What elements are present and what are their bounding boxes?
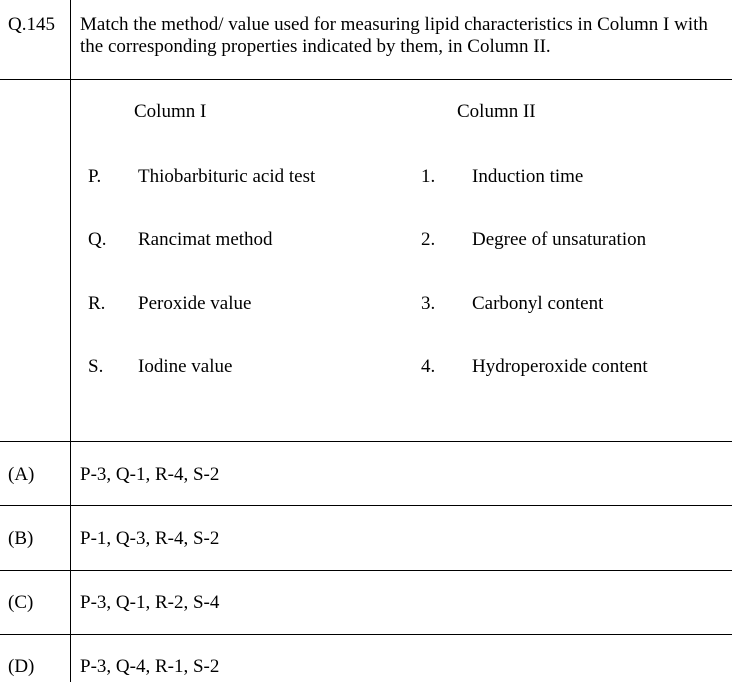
row-divider-question [0, 79, 732, 80]
row-divider-option-c [0, 634, 732, 635]
column-2-header: Column II [457, 101, 536, 122]
column-1-header: Column I [134, 101, 207, 122]
option-c-label: (C) [8, 592, 34, 613]
option-c-text[interactable]: P-3, Q-1, R-2, S-4 [80, 592, 220, 613]
option-b-text[interactable]: P-1, Q-3, R-4, S-2 [80, 528, 220, 549]
column-2-key-4: 4. [421, 356, 436, 377]
row-divider-matching [0, 441, 732, 442]
column-1-item-s: Iodine value [138, 356, 233, 377]
question-text [80, 14, 732, 58]
column-2-key-3: 3. [421, 293, 436, 314]
column-1-key-s: S. [88, 356, 104, 377]
column-1-item-p: Thiobarbituric acid test [138, 166, 316, 187]
column-divider [70, 0, 71, 682]
question-text-line-1: Match the method/ value used for measuring lipid characteristics in Column I with [80, 14, 708, 35]
column-1-item-q: Rancimat method [138, 229, 273, 250]
column-2-item-3: Carbonyl content [472, 293, 604, 314]
column-2-key-1: 1. [421, 166, 436, 187]
column-2-key-2: 2. [421, 229, 436, 250]
column-2-item-2: Degree of unsaturation [472, 229, 647, 250]
column-1-key-p: P. [88, 166, 102, 187]
column-1-key-q: Q. [88, 229, 107, 250]
column-1-key-r: R. [88, 293, 106, 314]
column-2-item-1: Induction time [472, 166, 584, 187]
option-d-text[interactable]: P-3, Q-4, R-1, S-2 [80, 656, 220, 677]
row-divider-option-a [0, 505, 732, 506]
question-number: Q.145 [8, 14, 55, 35]
question-text-line-2: the corresponding properties indicated by them, in Column II. [80, 36, 551, 57]
option-d-label: (D) [8, 656, 35, 677]
option-a-text[interactable]: P-3, Q-1, R-4, S-2 [80, 464, 220, 485]
option-a-label: (A) [8, 464, 35, 485]
column-1-item-r: Peroxide value [138, 293, 252, 314]
column-2-item-4: Hydroperoxide content [472, 356, 648, 377]
row-divider-option-b [0, 570, 732, 571]
option-b-label: (B) [8, 528, 34, 549]
